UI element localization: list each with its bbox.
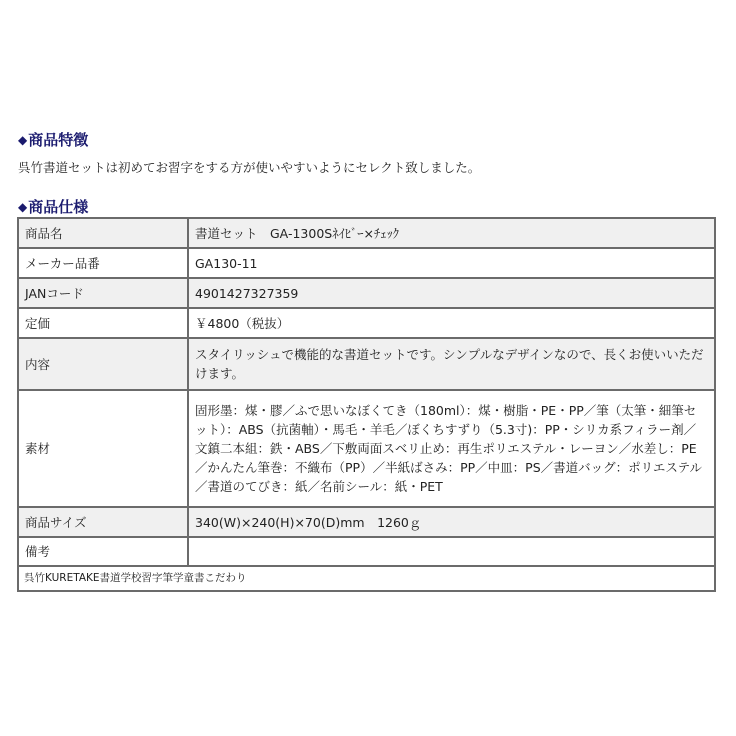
spec-label: 定価	[18, 308, 188, 338]
features-heading	[18, 131, 88, 149]
specs-heading	[18, 198, 88, 216]
spec-value: 4901427327359	[188, 278, 715, 308]
spec-value: 固形墨：煤・膠／ふで思いなぼくてき（180ml）：煤・樹脂・PE・PP／筆（太筆・細筆セット）：ABS（抗菌軸）・馬毛・羊毛／ぼくちすずり（5.3寸)：PP・シリカ系フィラー剤／文鎮二本組：鉄・ABS／下敷両面スベリ止め：再生ポリエステル・レーヨン／水差し：PE／かんたん筆巻：不織布（PP）／半紙ばさみ：PP／中皿：PS／書道バッグ：ポリエステル／書道のてびき：紙／名前シール：紙・PET	[188, 390, 715, 507]
spec-value: 書道セット GA-1300Sﾈｲﾋﾞｰ×ﾁｪｯｸ	[188, 218, 715, 248]
spec-row-contents	[18, 338, 715, 390]
spec-row-product-name	[18, 218, 715, 248]
spec-value	[188, 537, 715, 566]
spec-value: ￥4800（税抜）	[188, 308, 715, 338]
diamond-bullet-icon: ◆	[18, 133, 28, 147]
spec-label: 商品サイズ	[18, 507, 188, 537]
spec-row-notes	[18, 537, 715, 566]
features-heading-text: 商品特徴	[28, 131, 89, 149]
spec-label: 内容	[18, 338, 188, 390]
spec-table	[17, 217, 716, 592]
spec-row-jan-code	[18, 278, 715, 308]
spec-footer-keywords: 呉竹KURETAKE書道学校習字筆学童書こだわり	[18, 566, 715, 591]
spec-label: メーカー品番	[18, 248, 188, 278]
spec-value: スタイリッシュで機能的な書道セットです。シンプルなデザインなので、長くお使いいただけます。	[188, 338, 715, 390]
spec-row-maker-code	[18, 248, 715, 278]
spec-row-size	[18, 507, 715, 537]
features-description: 呉竹書道セットは初めてお習字をする方が使いやすいようにセレクト致しました。	[18, 160, 481, 175]
spec-row-materials	[18, 390, 715, 507]
spec-label: JANコード	[18, 278, 188, 308]
spec-row-price	[18, 308, 715, 338]
spec-label: 備考	[18, 537, 188, 566]
spec-value: GA130-11	[188, 248, 715, 278]
specs-heading-text: 商品仕様	[28, 198, 89, 216]
diamond-bullet-icon: ◆	[18, 200, 28, 214]
spec-footer-row	[18, 566, 715, 591]
spec-label: 商品名	[18, 218, 188, 248]
spec-value: 340(W)×240(H)×70(D)mm 1260ｇ	[188, 507, 715, 537]
spec-label: 素材	[18, 390, 188, 507]
